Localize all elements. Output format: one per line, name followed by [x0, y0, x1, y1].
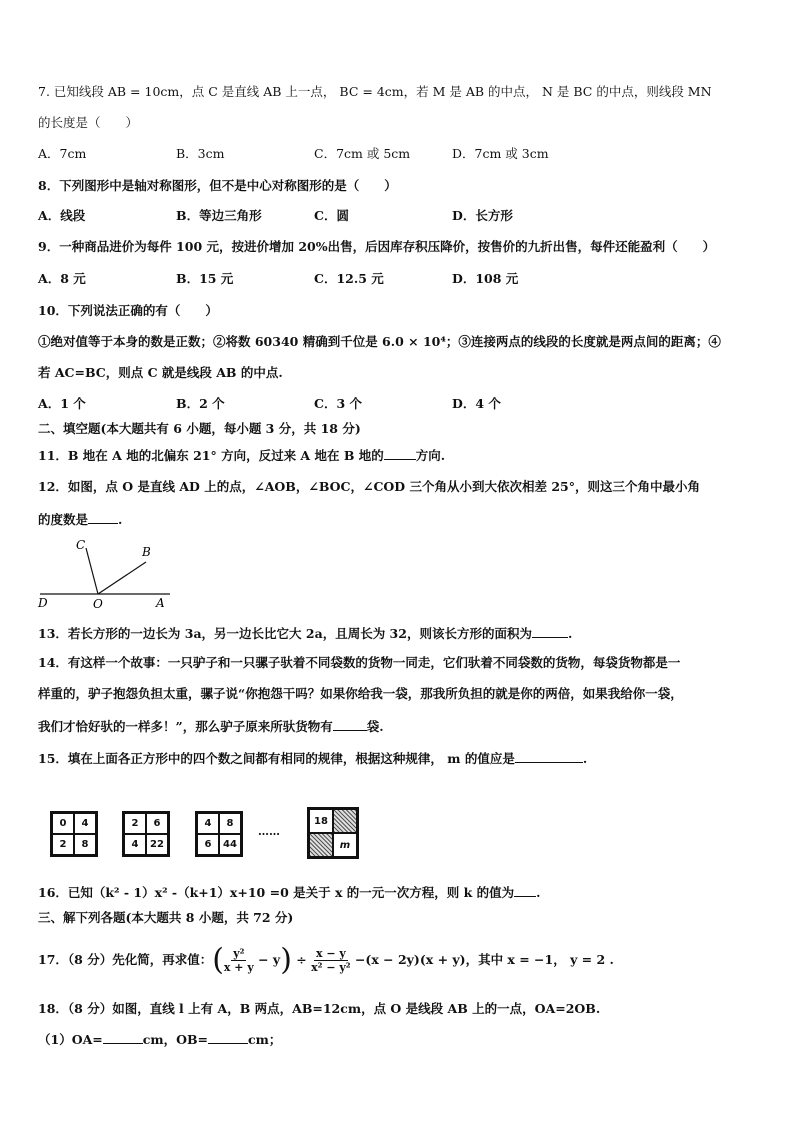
q12-line2 [38, 511, 764, 528]
q11-line [38, 447, 764, 464]
q12-text-pre: 的度数是 [38, 512, 89, 527]
fraction-2 [311, 947, 350, 974]
label-a: A [156, 596, 165, 610]
q12-angle-figure [36, 536, 176, 612]
q13-line [38, 625, 764, 642]
q9-option-b: B．15 元 [176, 271, 234, 286]
q7-line1: 7. 已知线段 AB = 10cm，点 C 是直线 AB 上一点， BC = 4cm，若 M 是 AB 的中点， N 是 BC 的中点，则线段 MN [38, 84, 712, 99]
square-2-cell: 4 [124, 834, 146, 855]
q7-option-c: C．7cm 或 5cm [314, 146, 411, 161]
number-square-1 [50, 811, 98, 857]
section-2-heading: 二、填空题(本大题共有 6 小题，每小题 3 分，共 18 分) [38, 421, 361, 436]
q15-answer-blank[interactable] [515, 750, 583, 763]
q9-option-d: D．108 元 [452, 271, 519, 286]
square-3-cell: 4 [197, 813, 219, 834]
label-c: C [76, 538, 86, 552]
q18-sub1-mid: cm，OB= [142, 1032, 209, 1047]
fraction-2-numerator: x − y [315, 947, 346, 960]
section-3-heading: 三、解下列各题(本大题共 8 小题，共 72 分) [38, 910, 294, 925]
q18-sub1 [38, 1031, 764, 1048]
q16-text-post: . [536, 885, 541, 900]
square-last-cell-18: 18 [309, 809, 333, 833]
q10-option-b: B．2 个 [176, 396, 225, 411]
q8-option-d: D．长方形 [452, 208, 513, 223]
q7-option-b: B．3cm [176, 146, 225, 161]
square-2-cell: 2 [124, 813, 146, 834]
fraction-1 [224, 947, 254, 974]
square-1-cell: 4 [74, 813, 96, 834]
q10-stem: 10．下列说法正确的有（ ） [38, 303, 218, 318]
square-3-cell: 8 [219, 813, 241, 834]
square-3-cell: 6 [197, 834, 219, 855]
square-last-cell-m: m [333, 833, 357, 857]
q18-line1: 18．（8 分）如图，直线 l 上有 A，B 两点，AB=12cm，点 O 是线段 AB 上的一点，OA=2OB. [38, 1001, 601, 1016]
q13-answer-blank[interactable] [532, 625, 568, 638]
square-1-cell: 0 [52, 813, 74, 834]
q7-option-d: D．7cm 或 3cm [452, 146, 549, 161]
fraction-1-denominator: x + y [223, 961, 254, 974]
q8-option-c: C．圆 [314, 208, 349, 223]
q10-line2: 若 AC=BC，则点 C 就是线段 AB 的中点. [38, 365, 283, 380]
divide-sign: ÷ [296, 952, 307, 967]
q14-text-post: 袋. [366, 719, 384, 734]
q9-stem: 9．一种商品进价为每件 100 元，按进价增加 20%出售，后因库存积压降价，按售价的九折出售，每件还能盈利（ ） [38, 239, 716, 254]
q8-stem: 8．下列图形中是轴对称图形，但不是中心对称图形的是（ ） [38, 178, 397, 193]
q7-line2: 的长度是（ ） [38, 115, 139, 130]
label-o: O [93, 597, 103, 611]
q12-answer-blank[interactable] [88, 511, 118, 524]
square-1-cell: 8 [74, 834, 96, 855]
fraction-1-numerator: y² [233, 947, 245, 960]
q10-option-a: A．1 个 [38, 396, 86, 411]
q15-line [38, 750, 764, 767]
q18-ob-blank[interactable] [208, 1031, 248, 1044]
q14-answer-blank[interactable] [333, 718, 367, 731]
label-d: D [38, 596, 48, 610]
q14-line3 [38, 718, 764, 735]
q11-text-pre: 11．B 地在 A 地的北偏东 21° 方向，反过来 A 地在 B 地的 [38, 448, 384, 463]
ray-oc [86, 548, 98, 594]
q9-option-a: A．8 元 [38, 271, 86, 286]
q9-option-c: C．12.5 元 [314, 271, 384, 286]
q8-option-a: A．线段 [38, 208, 86, 223]
sequence-dots: …… [258, 825, 280, 838]
number-square-last [307, 807, 359, 859]
number-square-3 [195, 811, 243, 857]
q18-sub1-post: cm； [248, 1032, 282, 1047]
q10-option-d: D．4 个 [452, 396, 501, 411]
q13-text-post: . [567, 626, 573, 641]
q14-text-pre: 我们才恰好驮的一样多！”，那么驴子原来所驮货物有 [38, 719, 333, 734]
left-paren: ( [212, 942, 224, 978]
q18-sub1-pre: （1）OA= [38, 1032, 103, 1047]
square-1-cell: 2 [52, 834, 74, 855]
minus-y: − y [258, 952, 281, 967]
q16-line [38, 884, 764, 901]
number-square-2 [122, 811, 170, 857]
q15-text-post: . [582, 751, 588, 766]
square-2-cell: 6 [146, 813, 168, 834]
q13-text-pre: 13．若长方形的一边长为 3a，另一边长比它大 2a，且周长为 32，则该长方形的面积为 [38, 626, 532, 641]
label-b: B [142, 545, 151, 559]
square-2-cell: 22 [146, 834, 168, 855]
q17-text-pre: 17．（8 分）先化简，再求值： [38, 952, 213, 967]
q8-option-b: B．等边三角形 [176, 208, 262, 223]
q14-line2: 样重的，驴子抱怨负担太重，骡子说“你抱怨干吗？如果你给我一袋，那我所负担的就是你的两倍，如果我给你一袋， [38, 686, 683, 701]
q17-text-tail: −(x − 2y)(x + y)，其中 x = −1， y = 2 . [354, 952, 614, 967]
q12-text-post: . [118, 512, 123, 527]
q14-line1: 14．有这样一个故事：一只驴子和一只骡子驮着不同袋数的货物一同走，它们驮着不同袋数的货物，每袋货物都是一 [38, 655, 681, 670]
q10-option-c: C．3 个 [314, 396, 362, 411]
q11-answer-blank[interactable] [384, 447, 416, 460]
square-3-cell: 44 [219, 834, 241, 855]
q11-text-post: 方向. [415, 448, 446, 463]
fraction-2-denominator: x² − y² [311, 961, 351, 974]
right-paren: ) [280, 942, 292, 978]
q15-text-pre: 15．填在上面各正方形中的四个数之间都有相同的规律，根据这种规律， m 的值应是 [38, 751, 515, 766]
q7-option-a: A．7cm [38, 146, 87, 161]
square-last-cell-hatched [309, 833, 333, 857]
q16-answer-blank[interactable] [514, 884, 536, 897]
q17-line [38, 938, 764, 983]
q16-text-pre: 16．已知（k² - 1）x² -（k+1）x+10 =0 是关于 x 的一元一次方程，则 k 的值为 [38, 885, 515, 900]
q10-line1: ①绝对值等于本身的数是正数；②将数 60340 精确到千位是 6.0 × 10⁴；③连接两点的线段的长度就是两点间的距离；④ [38, 334, 721, 349]
q18-oa-blank[interactable] [103, 1031, 143, 1044]
square-last-cell-hatched [333, 809, 357, 833]
q12-line1: 12．如图，点 O 是直线 AD 上的点，∠AOB，∠BOC，∠COD 三个角从小到大依次相差 25°，则这三个角中最小角 [38, 479, 700, 494]
ray-ob [98, 562, 146, 594]
